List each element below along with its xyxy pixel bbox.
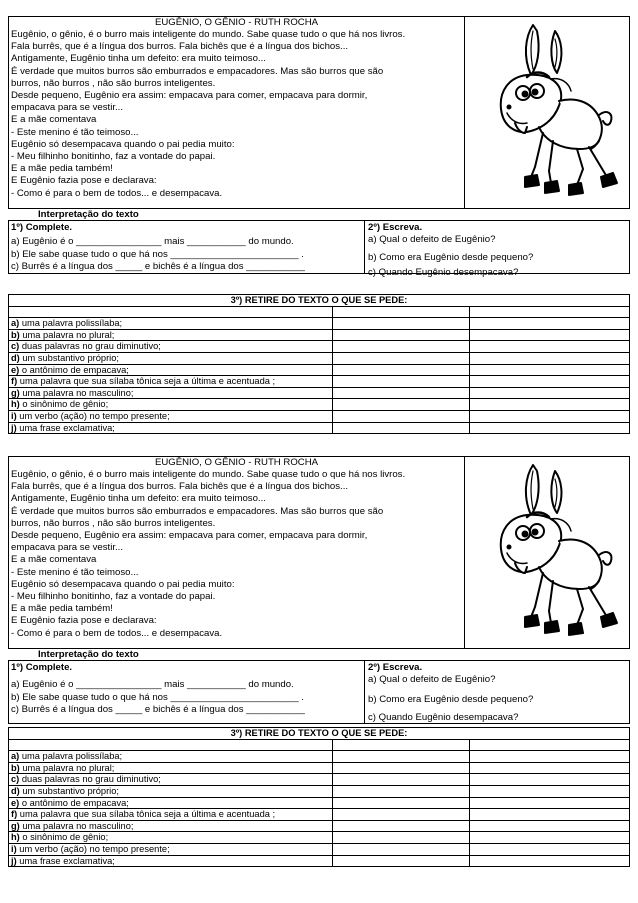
write-item: a) Qual o defeito de Eugênio? [368, 234, 496, 245]
table-row: g) uma palavra no masculino; [9, 820, 630, 832]
table-row: f) uma palavra que sua sílaba tônica seja a última e acentuada ; [9, 376, 630, 388]
story-line: Antigamente, Eugênio tinha um defeito: era muito teimoso... [11, 493, 266, 505]
complete-question [8, 220, 365, 274]
answer-cell[interactable] [469, 341, 629, 353]
table-row: a) uma palavra polissílaba; [9, 318, 630, 330]
story-line: - Meu filhinho bonitinho, faz a vontade do papai. [11, 591, 216, 603]
story-line: Eugênio só desempacava quando o pai pedia muito: [11, 578, 235, 590]
table-row: f) uma palavra que sua sílaba tônica seja a última e acentuada ; [9, 809, 630, 821]
table-row: h) o sinônimo de gênio; [9, 832, 630, 844]
answer-cell[interactable] [333, 751, 470, 763]
answer-cell[interactable] [333, 820, 470, 832]
table-row: d) um substantivo próprio; [9, 785, 630, 797]
table-row: j) uma frase exclamativa; [9, 855, 630, 867]
question-heading: 2º) Escreva. [368, 662, 423, 673]
answer-cell[interactable] [333, 809, 470, 821]
story-line: E a mãe comentava [11, 554, 97, 566]
table-row: i) um verbo (ação) no tempo presente; [9, 410, 630, 422]
answer-cell[interactable] [333, 774, 470, 786]
table-row: i) um verbo (ação) no tempo presente; [9, 843, 630, 855]
story-line: E a mãe comentava [11, 114, 97, 126]
table-row: b) uma palavra no plural; [9, 329, 630, 341]
answer-cell[interactable] [333, 843, 470, 855]
answer-cell[interactable] [333, 832, 470, 844]
story-line: - Este menino é tão teimoso... [11, 566, 139, 578]
write-item: b) Como era Eugênio desde pequeno? [368, 694, 534, 705]
story-line: Desde pequeno, Eugênio era assim: empacava para comer, empacava para dormir, [11, 90, 368, 102]
story-line: burros, não burros , não são burros inteligentes. [11, 77, 216, 89]
fill-in-item: a) Eugênio é o ________________ mais ___________ do mundo. [11, 679, 294, 690]
section3-heading: 3º) RETIRE DO TEXTO O QUE SE PEDE: [9, 295, 630, 307]
story-line: - Como é para o bem de todos... e desempacava. [11, 187, 223, 199]
donkey-illustration [465, 456, 630, 649]
donkey-icon [465, 457, 628, 648]
fill-in-item: c) Burrês é a língua dos _____ e bichês é a língua dos ___________ [11, 261, 305, 272]
answer-cell[interactable] [333, 376, 470, 388]
answer-cell[interactable] [469, 318, 629, 330]
story-line: É verdade que muitos burros são emburrados e empacadores. Mas são burros que são [11, 65, 384, 77]
complete-question [8, 660, 365, 724]
fill-in-item: a) Eugênio é o ________________ mais ___________ do mundo. [11, 236, 294, 247]
table-row: e) o antônimo de empacava; [9, 797, 630, 809]
donkey-illustration [465, 16, 630, 209]
story-title: EUGÊNIO, O GÊNIO - RUTH ROCHA [154, 17, 319, 28]
answer-cell[interactable] [333, 399, 470, 411]
question-heading: 1º) Complete. [11, 662, 73, 673]
table-row: d) um substantivo próprio; [9, 352, 630, 364]
answer-cell[interactable] [333, 410, 470, 422]
answer-cell[interactable] [469, 329, 629, 341]
story-title: EUGÊNIO, O GÊNIO - RUTH ROCHA [154, 457, 319, 468]
table-row: h) o sinônimo de gênio; [9, 399, 630, 411]
answer-cell[interactable] [333, 352, 470, 364]
table-row: e) o antônimo de empacava; [9, 364, 630, 376]
write-item: b) Como era Eugênio desde pequeno? [368, 252, 534, 263]
answer-cell[interactable] [469, 785, 629, 797]
story-line: É verdade que muitos burros são emburrados e empacadores. Mas são burros que são [11, 505, 384, 517]
answer-cell[interactable] [333, 318, 470, 330]
table-row: c) duas palavras no grau diminutivo; [9, 774, 630, 786]
answer-cell[interactable] [469, 809, 629, 821]
answer-cell[interactable] [469, 820, 629, 832]
answer-cell[interactable] [469, 352, 629, 364]
question-heading: 2º) Escreva. [368, 222, 423, 233]
answer-cell[interactable] [469, 422, 629, 434]
write-item: a) Qual o defeito de Eugênio? [368, 674, 496, 685]
extraction-table [8, 294, 630, 434]
answer-cell[interactable] [469, 843, 629, 855]
fill-in-item: b) Ele sabe quase tudo o que há nos ________________________ . [11, 248, 304, 260]
table-row: c) duas palavras no grau diminutivo; [9, 341, 630, 353]
answer-cell[interactable] [469, 410, 629, 422]
write-question [365, 220, 630, 278]
answer-cell[interactable] [333, 785, 470, 797]
story-line: Fala burrês, que é a língua dos burros. Fala bichês que é a língua dos bichos... [11, 481, 349, 493]
story-line: - Meu filhinho bonitinho, faz a vontade do papai. [11, 151, 216, 163]
interpretation-title: Interpretação do texto [38, 649, 139, 660]
extraction-table [8, 727, 630, 867]
story-line: empacava para se vestir... [11, 102, 123, 114]
answer-cell[interactable] [333, 387, 470, 399]
story-line: E a mãe pedia também! [11, 163, 113, 175]
answer-cell[interactable] [469, 774, 629, 786]
table-row: b) uma palavra no plural; [9, 762, 630, 774]
write-item: c) Quando Eugênio desempacava? [368, 267, 519, 278]
answer-cell[interactable] [333, 855, 470, 867]
answer-cell[interactable] [469, 855, 629, 867]
section3-heading: 3º) RETIRE DO TEXTO O QUE SE PEDE: [9, 728, 630, 740]
story-line: Eugênio, o gênio, é o burro mais inteligente do mundo. Sabe quase tudo o que há nos livros. [11, 29, 406, 40]
story-line: burros, não burros , não são burros inteligentes. [11, 517, 216, 529]
table-row: a) uma palavra polissílaba; [9, 751, 630, 763]
story-line: Eugênio, o gênio, é o burro mais inteligente do mundo. Sabe quase tudo o que há nos livros. [11, 469, 406, 480]
story-line: - Como é para o bem de todos... e desempacava. [11, 627, 223, 639]
table-row: g) uma palavra no masculino; [9, 387, 630, 399]
story-box [8, 456, 465, 649]
answer-cell[interactable] [333, 341, 470, 353]
answer-cell[interactable] [469, 797, 629, 809]
answer-cell[interactable] [333, 762, 470, 774]
interpretation-title: Interpretação do texto [38, 209, 139, 220]
story-line: E a mãe pedia também! [11, 603, 113, 615]
story-line: Desde pequeno, Eugênio era assim: empacava para comer, empacava para dormir, [11, 530, 368, 542]
story-line: Eugênio só desempacava quando o pai pedia muito: [11, 138, 235, 150]
fill-in-item: b) Ele sabe quase tudo o que há nos ________________________ . [11, 691, 304, 703]
answer-cell[interactable] [469, 387, 629, 399]
story-line: Fala burrês, que é a língua dos burros. Fala bichês que é a língua dos bichos... [11, 41, 349, 53]
story-line: - Este menino é tão teimoso... [11, 126, 139, 138]
story-line: E Eugênio fazia pose e declarava: [11, 615, 157, 627]
story-line: Antigamente, Eugênio tinha um defeito: era muito teimoso... [11, 53, 266, 65]
fill-in-item: c) Burrês é a língua dos _____ e bichês é a língua dos ___________ [11, 704, 305, 715]
answer-cell[interactable] [469, 762, 629, 774]
story-box [8, 16, 465, 209]
table-row: j) uma frase exclamativa; [9, 422, 630, 434]
answer-cell[interactable] [469, 832, 629, 844]
write-item: c) Quando Eugênio desempacava? [368, 712, 519, 723]
answer-cell[interactable] [333, 422, 470, 434]
answer-cell[interactable] [469, 364, 629, 376]
answer-cell[interactable] [469, 376, 629, 388]
story-line: E Eugênio fazia pose e declarava: [11, 175, 157, 187]
answer-cell[interactable] [469, 751, 629, 763]
answer-cell[interactable] [469, 399, 629, 411]
answer-cell[interactable] [333, 797, 470, 809]
donkey-icon [465, 17, 628, 208]
story-line: empacava para se vestir... [11, 542, 123, 554]
write-question [365, 660, 630, 724]
answer-cell[interactable] [333, 364, 470, 376]
answer-cell[interactable] [333, 329, 470, 341]
question-heading: 1º) Complete. [11, 222, 73, 233]
